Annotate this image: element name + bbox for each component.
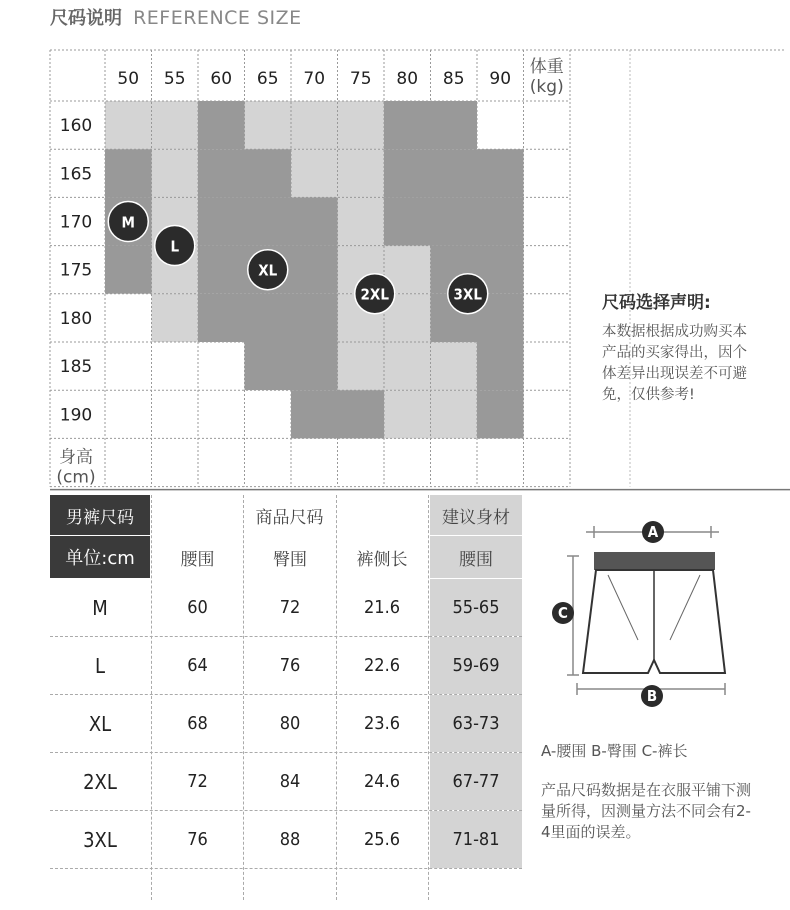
weight-label: 85 [442, 69, 465, 89]
col-waist: 腰围 [180, 549, 215, 570]
size-badge-3xl [448, 274, 488, 314]
weight-label: 75 [349, 69, 372, 89]
grid-cell [105, 246, 152, 294]
product-size-header: 商品尺码 [255, 507, 324, 528]
grid-cell [198, 342, 245, 390]
grid-cell [105, 149, 152, 197]
col-side-length: 裤侧长 [356, 549, 408, 570]
weight-label: 50 [117, 69, 140, 89]
size-badge-label: 3XL [453, 285, 482, 304]
size-badge-label: 2XL [360, 285, 389, 304]
shorts-diagram [528, 500, 790, 715]
grid-cell [291, 294, 338, 342]
grid-cell [152, 149, 199, 197]
height-unit-label: (cm) [56, 467, 96, 488]
grid-cell [477, 149, 524, 197]
grid-cell [431, 390, 478, 438]
fit-waist-cell: 55-65 [430, 579, 522, 636]
fit-waist-cell: 67-77 [430, 753, 522, 810]
grid-cell [198, 101, 245, 149]
waist-cell: 76 [187, 829, 208, 850]
side-length-cell: 25.6 [363, 829, 401, 850]
column-divider [151, 495, 152, 900]
grid-cell [105, 294, 152, 342]
grid-cell [338, 149, 385, 197]
grid-cell [431, 197, 478, 245]
col-fit-waist: 腰围 [430, 536, 522, 578]
grid-cell [431, 149, 478, 197]
table-unit: 单位:cm [50, 536, 150, 578]
waist-cell: 60 [187, 597, 208, 618]
size-badge-label: L [170, 237, 180, 256]
grid-cell [338, 342, 385, 390]
grid-cell [291, 149, 338, 197]
grid-cell [291, 342, 338, 390]
title-english: REFERENCE SIZE [133, 7, 302, 29]
dimension-a-badge [642, 521, 664, 543]
dimension-b-badge [641, 685, 663, 707]
height-unit-label: 身高 [59, 447, 93, 468]
grid-cell [384, 342, 431, 390]
svg-text:A: A [647, 523, 659, 541]
height-label: 175 [59, 260, 93, 281]
height-label: 165 [59, 164, 93, 185]
grid-cell [152, 390, 199, 438]
size-cell: M [92, 595, 108, 620]
grid-cell [384, 149, 431, 197]
svg-text:C: C [558, 604, 568, 622]
suggested-fit-header: 建议身材 [430, 495, 522, 535]
weight-label: 90 [489, 69, 512, 89]
grid-cell [338, 101, 385, 149]
grid-cell [198, 197, 245, 245]
grid-cell [477, 197, 524, 245]
weight-label: 55 [163, 69, 186, 89]
grid-cell [384, 101, 431, 149]
weight-label: 70 [303, 69, 326, 89]
row-divider [50, 868, 522, 869]
grid-cell [105, 101, 152, 149]
grid-cell [198, 390, 245, 438]
column-divider [428, 495, 429, 900]
hip-cell: 84 [279, 771, 301, 792]
size-badge-m [108, 202, 148, 242]
size-cell: 2XL [83, 769, 117, 794]
weight-unit-label: 体重 [529, 57, 564, 77]
fit-waist-cell: 63-73 [430, 695, 522, 752]
grid-cell [105, 390, 152, 438]
hip-cell: 76 [279, 655, 301, 676]
col-hip: 臀围 [273, 549, 307, 570]
fit-waist-cell: 59-69 [430, 637, 522, 694]
grid-cell [198, 246, 245, 294]
size-badge-label: M [121, 213, 135, 232]
grid-cell [245, 390, 292, 438]
grid-cell [477, 342, 524, 390]
grid-cell [198, 149, 245, 197]
height-label: 170 [59, 212, 93, 233]
grid-cell [338, 390, 385, 438]
side-length-cell: 24.6 [363, 771, 401, 792]
weight-unit-label: (kg) [529, 77, 564, 97]
weight-label: 80 [396, 69, 419, 89]
svg-text:B: B [646, 687, 658, 705]
grid-cell [245, 294, 292, 342]
size-badge-xl [248, 250, 288, 290]
grid-cell [291, 101, 338, 149]
waist-cell: 64 [187, 655, 208, 676]
notice-title: 尺码选择声明: [602, 293, 711, 313]
grid-cell [152, 101, 199, 149]
grid-cell [291, 246, 338, 294]
grid-cell [431, 101, 478, 149]
size-cell: XL [88, 711, 112, 736]
notice-body: 本数据根据成功购买本产品的买家得出，因个体差异出现误差不可避免，仅供参考! [602, 324, 747, 403]
side-length-cell: 23.6 [363, 713, 401, 734]
grid-cell [477, 390, 524, 438]
size-badge-2xl [355, 274, 395, 314]
size-cell: 3XL [83, 827, 117, 852]
grid-cell [152, 294, 199, 342]
grid-cell [245, 149, 292, 197]
grid-cell [338, 197, 385, 245]
side-length-cell: 22.6 [363, 655, 401, 676]
height-label: 185 [59, 357, 93, 378]
measurement-note: 产品尺码数据是在衣服平铺下测量所得，因测量方法不同会有2-4里面的误差。 [541, 781, 752, 841]
grid-cell [105, 342, 152, 390]
weight-label: 65 [256, 69, 279, 89]
grid-cell [245, 197, 292, 245]
height-label: 180 [59, 308, 93, 329]
table-corner-title: 男裤尺码 [50, 495, 150, 535]
grid-cell [245, 342, 292, 390]
hip-cell: 72 [279, 597, 301, 618]
hip-cell: 88 [279, 829, 301, 850]
grid-cell [477, 101, 524, 149]
fit-waist-cell: 71-81 [430, 811, 522, 868]
hip-cell: 80 [279, 713, 301, 734]
grid-cell [245, 101, 292, 149]
height-label: 160 [59, 116, 93, 137]
size-cell: L [94, 653, 106, 678]
dimension-c-badge [552, 602, 574, 624]
shorts-icon [583, 552, 725, 673]
grid-cell [291, 197, 338, 245]
grid-cell [152, 342, 199, 390]
grid-cell [384, 390, 431, 438]
waist-cell: 68 [187, 713, 208, 734]
grid-cell [198, 294, 245, 342]
size-badge-l [155, 226, 195, 266]
size-badge-label: XL [258, 261, 278, 280]
dimension-legend: A-腰围 B-臀围 C-裤长 [541, 742, 688, 760]
waist-cell: 72 [187, 771, 208, 792]
grid-cell [384, 197, 431, 245]
column-divider [243, 495, 244, 900]
grid-cell [431, 342, 478, 390]
side-length-cell: 21.6 [363, 597, 401, 618]
title-chinese: 尺码说明 [50, 8, 122, 29]
weight-label: 60 [210, 69, 233, 89]
height-label: 190 [59, 405, 93, 426]
grid-cell [291, 390, 338, 438]
column-divider [336, 495, 337, 900]
